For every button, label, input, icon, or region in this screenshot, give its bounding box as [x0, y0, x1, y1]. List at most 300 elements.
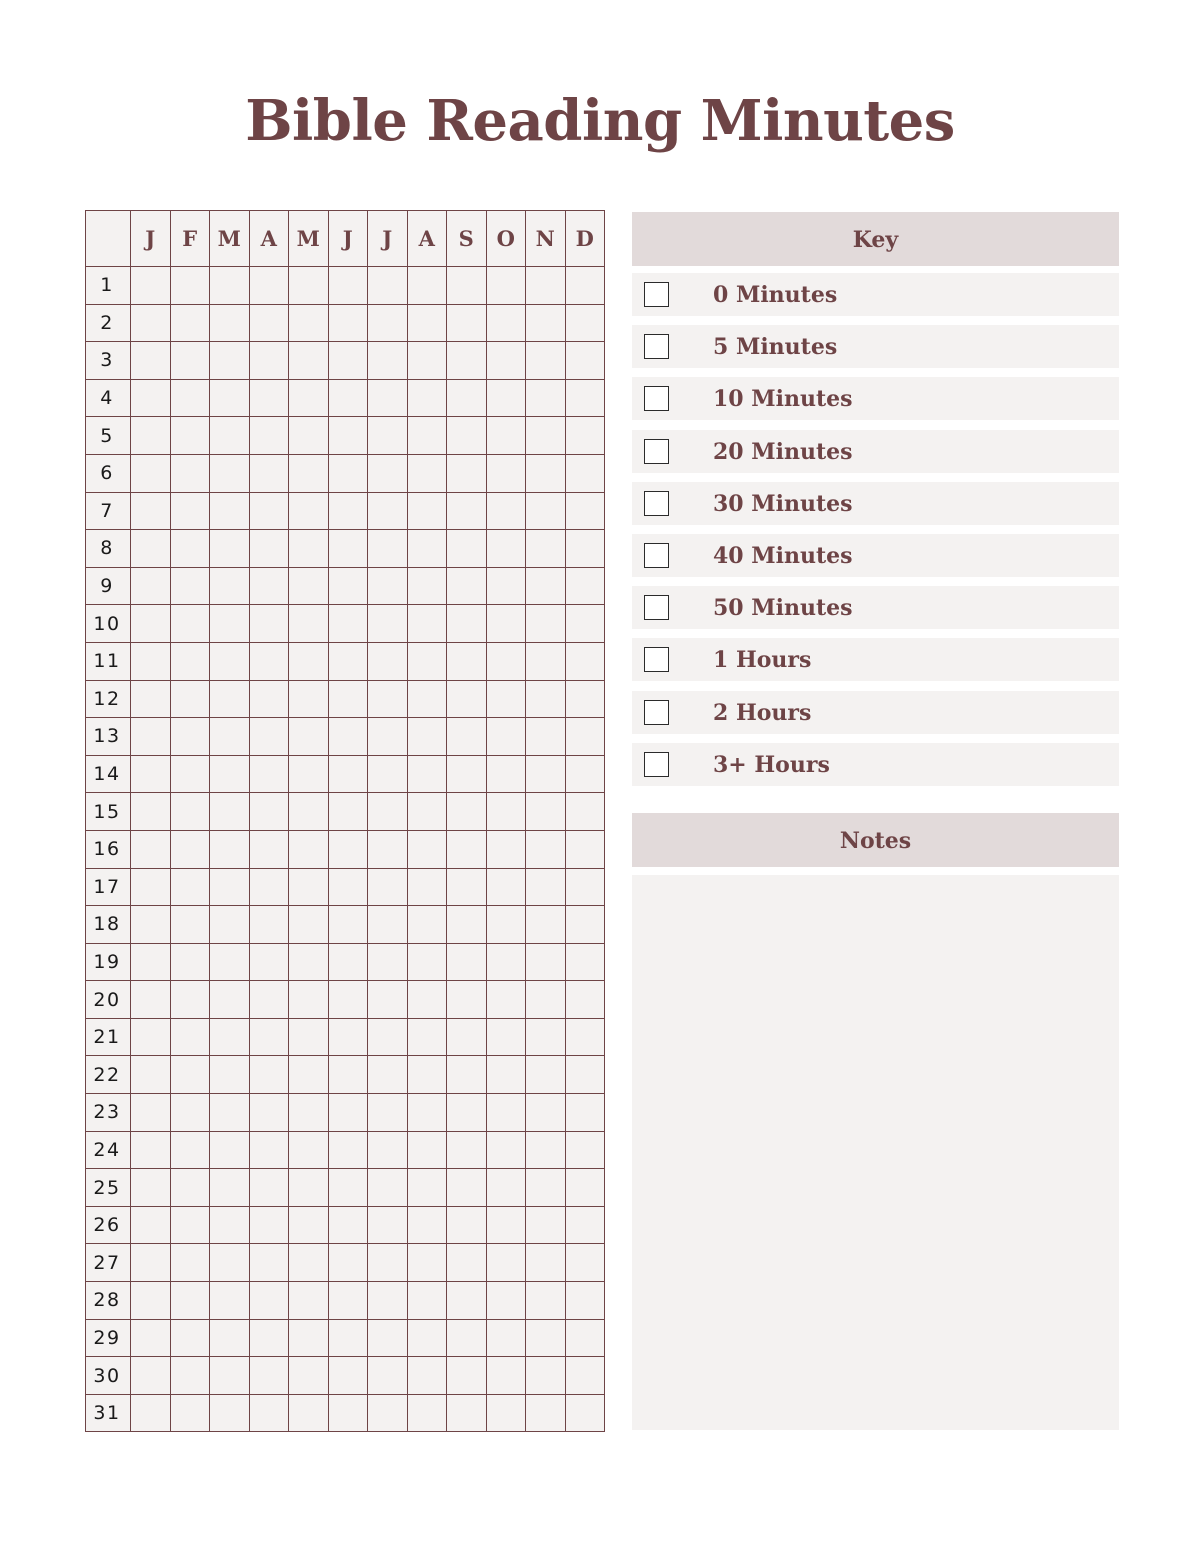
- tracker-cell[interactable]: [407, 492, 447, 530]
- tracker-cell[interactable]: [131, 567, 171, 605]
- tracker-cell[interactable]: [170, 642, 210, 680]
- tracker-cell[interactable]: [249, 755, 289, 793]
- tracker-cell[interactable]: [170, 1394, 210, 1432]
- tracker-cell[interactable]: [447, 718, 487, 756]
- tracker-cell[interactable]: [407, 1018, 447, 1056]
- tracker-cell[interactable]: [407, 1394, 447, 1432]
- tracker-cell[interactable]: [210, 906, 250, 944]
- tracker-cell[interactable]: [131, 718, 171, 756]
- tracker-cell[interactable]: [170, 1282, 210, 1320]
- tracker-cell[interactable]: [170, 1169, 210, 1207]
- tracker-cell[interactable]: [407, 830, 447, 868]
- tracker-cell[interactable]: [249, 1282, 289, 1320]
- tracker-cell[interactable]: [447, 567, 487, 605]
- tracker-cell[interactable]: [565, 379, 605, 417]
- tracker-cell[interactable]: [486, 755, 526, 793]
- key-checkbox[interactable]: [644, 543, 669, 568]
- tracker-cell[interactable]: [407, 1319, 447, 1357]
- tracker-cell[interactable]: [565, 943, 605, 981]
- tracker-cell[interactable]: [131, 530, 171, 568]
- tracker-cell[interactable]: [407, 605, 447, 643]
- tracker-cell[interactable]: [526, 379, 566, 417]
- tracker-cell[interactable]: [368, 830, 408, 868]
- tracker-cell[interactable]: [328, 680, 368, 718]
- tracker-cell[interactable]: [565, 1131, 605, 1169]
- tracker-cell[interactable]: [526, 530, 566, 568]
- tracker-cell[interactable]: [565, 342, 605, 380]
- tracker-cell[interactable]: [486, 567, 526, 605]
- tracker-cell[interactable]: [447, 1282, 487, 1320]
- tracker-cell[interactable]: [131, 267, 171, 305]
- key-checkbox[interactable]: [644, 752, 669, 777]
- tracker-cell[interactable]: [249, 530, 289, 568]
- tracker-cell[interactable]: [486, 417, 526, 455]
- tracker-cell[interactable]: [407, 906, 447, 944]
- tracker-cell[interactable]: [131, 793, 171, 831]
- tracker-cell[interactable]: [249, 1131, 289, 1169]
- tracker-cell[interactable]: [210, 1169, 250, 1207]
- tracker-cell[interactable]: [407, 1131, 447, 1169]
- tracker-cell[interactable]: [328, 943, 368, 981]
- tracker-cell[interactable]: [210, 1094, 250, 1132]
- tracker-cell[interactable]: [486, 454, 526, 492]
- tracker-cell[interactable]: [170, 1244, 210, 1282]
- tracker-cell[interactable]: [407, 530, 447, 568]
- tracker-cell[interactable]: [526, 1282, 566, 1320]
- tracker-cell[interactable]: [328, 1131, 368, 1169]
- tracker-cell[interactable]: [368, 642, 408, 680]
- notes-area[interactable]: [632, 875, 1119, 1430]
- tracker-cell[interactable]: [526, 642, 566, 680]
- tracker-cell[interactable]: [565, 868, 605, 906]
- tracker-cell[interactable]: [289, 1357, 329, 1395]
- tracker-cell[interactable]: [486, 379, 526, 417]
- tracker-cell[interactable]: [447, 417, 487, 455]
- tracker-cell[interactable]: [289, 492, 329, 530]
- tracker-cell[interactable]: [249, 1094, 289, 1132]
- tracker-cell[interactable]: [328, 454, 368, 492]
- tracker-cell[interactable]: [447, 1018, 487, 1056]
- tracker-cell[interactable]: [131, 1094, 171, 1132]
- tracker-cell[interactable]: [486, 1394, 526, 1432]
- tracker-cell[interactable]: [210, 304, 250, 342]
- tracker-cell[interactable]: [170, 906, 210, 944]
- tracker-cell[interactable]: [486, 906, 526, 944]
- tracker-cell[interactable]: [526, 943, 566, 981]
- tracker-cell[interactable]: [328, 605, 368, 643]
- tracker-cell[interactable]: [131, 605, 171, 643]
- tracker-cell[interactable]: [289, 530, 329, 568]
- tracker-cell[interactable]: [486, 1056, 526, 1094]
- tracker-cell[interactable]: [447, 755, 487, 793]
- tracker-cell[interactable]: [210, 1282, 250, 1320]
- tracker-cell[interactable]: [131, 868, 171, 906]
- tracker-cell[interactable]: [368, 680, 408, 718]
- tracker-cell[interactable]: [526, 567, 566, 605]
- tracker-cell[interactable]: [131, 1357, 171, 1395]
- tracker-cell[interactable]: [368, 1282, 408, 1320]
- tracker-cell[interactable]: [210, 1357, 250, 1395]
- tracker-cell[interactable]: [131, 830, 171, 868]
- tracker-cell[interactable]: [486, 605, 526, 643]
- tracker-cell[interactable]: [210, 981, 250, 1019]
- tracker-cell[interactable]: [328, 342, 368, 380]
- tracker-cell[interactable]: [486, 943, 526, 981]
- tracker-cell[interactable]: [131, 1018, 171, 1056]
- tracker-cell[interactable]: [486, 793, 526, 831]
- tracker-cell[interactable]: [565, 567, 605, 605]
- tracker-cell[interactable]: [447, 1131, 487, 1169]
- tracker-cell[interactable]: [447, 304, 487, 342]
- tracker-cell[interactable]: [407, 1094, 447, 1132]
- tracker-cell[interactable]: [368, 1357, 408, 1395]
- tracker-cell[interactable]: [170, 417, 210, 455]
- tracker-cell[interactable]: [210, 830, 250, 868]
- tracker-cell[interactable]: [328, 1206, 368, 1244]
- tracker-cell[interactable]: [328, 1394, 368, 1432]
- tracker-cell[interactable]: [565, 304, 605, 342]
- tracker-cell[interactable]: [368, 492, 408, 530]
- tracker-cell[interactable]: [210, 417, 250, 455]
- tracker-cell[interactable]: [368, 454, 408, 492]
- tracker-cell[interactable]: [131, 642, 171, 680]
- tracker-cell[interactable]: [328, 755, 368, 793]
- tracker-cell[interactable]: [486, 718, 526, 756]
- tracker-cell[interactable]: [328, 530, 368, 568]
- tracker-cell[interactable]: [249, 943, 289, 981]
- tracker-cell[interactable]: [170, 605, 210, 643]
- tracker-cell[interactable]: [131, 342, 171, 380]
- tracker-cell[interactable]: [565, 1169, 605, 1207]
- key-checkbox[interactable]: [644, 647, 669, 672]
- tracker-cell[interactable]: [170, 718, 210, 756]
- tracker-cell[interactable]: [447, 868, 487, 906]
- tracker-cell[interactable]: [447, 1169, 487, 1207]
- tracker-cell[interactable]: [447, 830, 487, 868]
- tracker-cell[interactable]: [289, 943, 329, 981]
- tracker-cell[interactable]: [170, 793, 210, 831]
- tracker-cell[interactable]: [565, 1282, 605, 1320]
- tracker-cell[interactable]: [328, 906, 368, 944]
- tracker-cell[interactable]: [368, 342, 408, 380]
- tracker-cell[interactable]: [407, 304, 447, 342]
- tracker-cell[interactable]: [565, 530, 605, 568]
- tracker-cell[interactable]: [170, 267, 210, 305]
- tracker-cell[interactable]: [407, 943, 447, 981]
- tracker-cell[interactable]: [289, 267, 329, 305]
- tracker-cell[interactable]: [486, 1206, 526, 1244]
- tracker-cell[interactable]: [210, 868, 250, 906]
- tracker-cell[interactable]: [486, 304, 526, 342]
- tracker-cell[interactable]: [170, 530, 210, 568]
- tracker-cell[interactable]: [249, 567, 289, 605]
- tracker-cell[interactable]: [447, 1056, 487, 1094]
- tracker-cell[interactable]: [249, 1319, 289, 1357]
- key-checkbox[interactable]: [644, 700, 669, 725]
- tracker-cell[interactable]: [526, 1206, 566, 1244]
- tracker-cell[interactable]: [328, 567, 368, 605]
- tracker-cell[interactable]: [328, 830, 368, 868]
- key-checkbox[interactable]: [644, 439, 669, 464]
- tracker-cell[interactable]: [565, 830, 605, 868]
- tracker-cell[interactable]: [368, 605, 408, 643]
- tracker-cell[interactable]: [131, 454, 171, 492]
- tracker-cell[interactable]: [447, 605, 487, 643]
- tracker-cell[interactable]: [170, 1094, 210, 1132]
- tracker-cell[interactable]: [565, 642, 605, 680]
- tracker-cell[interactable]: [447, 1206, 487, 1244]
- tracker-cell[interactable]: [210, 567, 250, 605]
- tracker-cell[interactable]: [289, 755, 329, 793]
- tracker-cell[interactable]: [328, 1244, 368, 1282]
- tracker-cell[interactable]: [526, 1319, 566, 1357]
- tracker-cell[interactable]: [170, 981, 210, 1019]
- tracker-cell[interactable]: [565, 1244, 605, 1282]
- tracker-cell[interactable]: [407, 1244, 447, 1282]
- tracker-cell[interactable]: [526, 1357, 566, 1395]
- tracker-cell[interactable]: [289, 342, 329, 380]
- tracker-cell[interactable]: [170, 868, 210, 906]
- tracker-cell[interactable]: [526, 1244, 566, 1282]
- tracker-cell[interactable]: [170, 1018, 210, 1056]
- tracker-cell[interactable]: [131, 379, 171, 417]
- tracker-cell[interactable]: [249, 1244, 289, 1282]
- tracker-cell[interactable]: [131, 1282, 171, 1320]
- tracker-cell[interactable]: [565, 1357, 605, 1395]
- tracker-cell[interactable]: [486, 1094, 526, 1132]
- tracker-cell[interactable]: [131, 1169, 171, 1207]
- tracker-cell[interactable]: [249, 1056, 289, 1094]
- tracker-cell[interactable]: [249, 1169, 289, 1207]
- tracker-cell[interactable]: [368, 1394, 408, 1432]
- key-checkbox[interactable]: [644, 491, 669, 516]
- tracker-cell[interactable]: [368, 943, 408, 981]
- tracker-cell[interactable]: [210, 642, 250, 680]
- tracker-cell[interactable]: [328, 267, 368, 305]
- tracker-cell[interactable]: [407, 1056, 447, 1094]
- tracker-cell[interactable]: [131, 981, 171, 1019]
- tracker-cell[interactable]: [249, 1357, 289, 1395]
- tracker-cell[interactable]: [368, 1131, 408, 1169]
- tracker-cell[interactable]: [249, 1018, 289, 1056]
- tracker-cell[interactable]: [565, 454, 605, 492]
- tracker-cell[interactable]: [447, 454, 487, 492]
- tracker-cell[interactable]: [328, 1094, 368, 1132]
- tracker-cell[interactable]: [210, 680, 250, 718]
- tracker-cell[interactable]: [565, 605, 605, 643]
- tracker-cell[interactable]: [249, 454, 289, 492]
- tracker-cell[interactable]: [565, 981, 605, 1019]
- tracker-cell[interactable]: [368, 1094, 408, 1132]
- tracker-cell[interactable]: [486, 868, 526, 906]
- key-checkbox[interactable]: [644, 595, 669, 620]
- tracker-cell[interactable]: [289, 379, 329, 417]
- tracker-cell[interactable]: [447, 793, 487, 831]
- tracker-cell[interactable]: [526, 1394, 566, 1432]
- tracker-cell[interactable]: [210, 454, 250, 492]
- tracker-cell[interactable]: [526, 868, 566, 906]
- tracker-cell[interactable]: [368, 567, 408, 605]
- tracker-cell[interactable]: [210, 1131, 250, 1169]
- tracker-cell[interactable]: [447, 680, 487, 718]
- tracker-cell[interactable]: [289, 868, 329, 906]
- tracker-cell[interactable]: [131, 1206, 171, 1244]
- tracker-cell[interactable]: [407, 755, 447, 793]
- tracker-cell[interactable]: [328, 492, 368, 530]
- tracker-cell[interactable]: [407, 1169, 447, 1207]
- tracker-cell[interactable]: [328, 1056, 368, 1094]
- tracker-cell[interactable]: [170, 1056, 210, 1094]
- tracker-cell[interactable]: [249, 492, 289, 530]
- tracker-cell[interactable]: [289, 417, 329, 455]
- tracker-cell[interactable]: [170, 379, 210, 417]
- tracker-cell[interactable]: [486, 830, 526, 868]
- tracker-cell[interactable]: [289, 605, 329, 643]
- tracker-cell[interactable]: [486, 680, 526, 718]
- tracker-cell[interactable]: [289, 1282, 329, 1320]
- tracker-cell[interactable]: [289, 680, 329, 718]
- tracker-cell[interactable]: [289, 1131, 329, 1169]
- tracker-cell[interactable]: [526, 492, 566, 530]
- tracker-cell[interactable]: [170, 492, 210, 530]
- tracker-cell[interactable]: [368, 1244, 408, 1282]
- tracker-cell[interactable]: [447, 342, 487, 380]
- tracker-cell[interactable]: [447, 1357, 487, 1395]
- tracker-cell[interactable]: [447, 642, 487, 680]
- tracker-cell[interactable]: [249, 417, 289, 455]
- tracker-cell[interactable]: [368, 1206, 408, 1244]
- tracker-cell[interactable]: [289, 793, 329, 831]
- tracker-cell[interactable]: [249, 981, 289, 1019]
- tracker-cell[interactable]: [565, 1056, 605, 1094]
- tracker-cell[interactable]: [368, 1018, 408, 1056]
- tracker-cell[interactable]: [289, 304, 329, 342]
- key-checkbox[interactable]: [644, 386, 669, 411]
- tracker-cell[interactable]: [328, 981, 368, 1019]
- tracker-cell[interactable]: [328, 868, 368, 906]
- tracker-cell[interactable]: [526, 755, 566, 793]
- tracker-cell[interactable]: [486, 1282, 526, 1320]
- tracker-cell[interactable]: [328, 793, 368, 831]
- tracker-cell[interactable]: [526, 454, 566, 492]
- tracker-cell[interactable]: [289, 1169, 329, 1207]
- tracker-cell[interactable]: [131, 417, 171, 455]
- tracker-cell[interactable]: [447, 1244, 487, 1282]
- tracker-cell[interactable]: [328, 379, 368, 417]
- tracker-cell[interactable]: [170, 454, 210, 492]
- tracker-cell[interactable]: [526, 906, 566, 944]
- tracker-cell[interactable]: [131, 1319, 171, 1357]
- tracker-cell[interactable]: [368, 304, 408, 342]
- tracker-cell[interactable]: [210, 1394, 250, 1432]
- tracker-cell[interactable]: [131, 1056, 171, 1094]
- tracker-cell[interactable]: [170, 567, 210, 605]
- tracker-cell[interactable]: [486, 1169, 526, 1207]
- tracker-cell[interactable]: [368, 1319, 408, 1357]
- tracker-cell[interactable]: [486, 642, 526, 680]
- tracker-cell[interactable]: [289, 1094, 329, 1132]
- tracker-cell[interactable]: [328, 1169, 368, 1207]
- tracker-cell[interactable]: [565, 267, 605, 305]
- tracker-cell[interactable]: [526, 981, 566, 1019]
- tracker-cell[interactable]: [407, 1206, 447, 1244]
- tracker-cell[interactable]: [368, 1056, 408, 1094]
- tracker-cell[interactable]: [526, 1131, 566, 1169]
- tracker-cell[interactable]: [526, 342, 566, 380]
- tracker-cell[interactable]: [249, 680, 289, 718]
- tracker-cell[interactable]: [407, 567, 447, 605]
- tracker-cell[interactable]: [565, 680, 605, 718]
- key-checkbox[interactable]: [644, 334, 669, 359]
- tracker-cell[interactable]: [526, 304, 566, 342]
- tracker-cell[interactable]: [210, 1018, 250, 1056]
- tracker-cell[interactable]: [407, 342, 447, 380]
- tracker-cell[interactable]: [486, 492, 526, 530]
- tracker-cell[interactable]: [526, 718, 566, 756]
- tracker-cell[interactable]: [368, 906, 408, 944]
- tracker-cell[interactable]: [565, 718, 605, 756]
- tracker-cell[interactable]: [407, 267, 447, 305]
- tracker-cell[interactable]: [328, 1319, 368, 1357]
- tracker-cell[interactable]: [368, 981, 408, 1019]
- tracker-cell[interactable]: [565, 793, 605, 831]
- tracker-cell[interactable]: [526, 830, 566, 868]
- tracker-cell[interactable]: [486, 1244, 526, 1282]
- tracker-cell[interactable]: [526, 1169, 566, 1207]
- tracker-cell[interactable]: [368, 530, 408, 568]
- tracker-cell[interactable]: [170, 1131, 210, 1169]
- tracker-cell[interactable]: [565, 1094, 605, 1132]
- tracker-cell[interactable]: [368, 1169, 408, 1207]
- tracker-cell[interactable]: [328, 1357, 368, 1395]
- tracker-cell[interactable]: [210, 755, 250, 793]
- tracker-cell[interactable]: [131, 1131, 171, 1169]
- tracker-cell[interactable]: [131, 755, 171, 793]
- tracker-cell[interactable]: [210, 943, 250, 981]
- tracker-cell[interactable]: [131, 906, 171, 944]
- tracker-cell[interactable]: [289, 567, 329, 605]
- tracker-cell[interactable]: [565, 1206, 605, 1244]
- tracker-cell[interactable]: [526, 1056, 566, 1094]
- tracker-cell[interactable]: [170, 680, 210, 718]
- tracker-cell[interactable]: [170, 1357, 210, 1395]
- tracker-cell[interactable]: [131, 680, 171, 718]
- tracker-cell[interactable]: [210, 605, 250, 643]
- tracker-cell[interactable]: [328, 642, 368, 680]
- tracker-cell[interactable]: [526, 793, 566, 831]
- tracker-cell[interactable]: [486, 981, 526, 1019]
- tracker-cell[interactable]: [526, 417, 566, 455]
- tracker-cell[interactable]: [368, 868, 408, 906]
- tracker-cell[interactable]: [289, 1206, 329, 1244]
- tracker-cell[interactable]: [447, 906, 487, 944]
- tracker-cell[interactable]: [249, 868, 289, 906]
- tracker-cell[interactable]: [210, 530, 250, 568]
- tracker-cell[interactable]: [368, 379, 408, 417]
- tracker-cell[interactable]: [289, 1018, 329, 1056]
- tracker-cell[interactable]: [210, 1244, 250, 1282]
- tracker-cell[interactable]: [486, 530, 526, 568]
- tracker-cell[interactable]: [368, 417, 408, 455]
- tracker-cell[interactable]: [289, 642, 329, 680]
- tracker-cell[interactable]: [210, 342, 250, 380]
- tracker-cell[interactable]: [289, 1319, 329, 1357]
- tracker-cell[interactable]: [526, 267, 566, 305]
- tracker-cell[interactable]: [526, 605, 566, 643]
- tracker-cell[interactable]: [447, 943, 487, 981]
- tracker-cell[interactable]: [249, 267, 289, 305]
- tracker-cell[interactable]: [526, 680, 566, 718]
